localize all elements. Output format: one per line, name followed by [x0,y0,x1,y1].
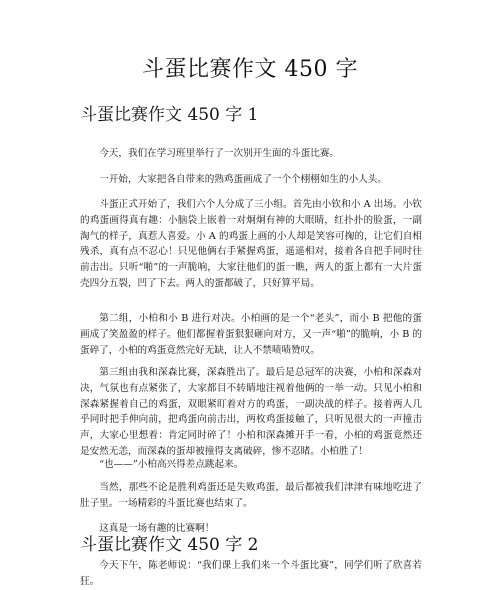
section-heading-2: 斗蛋比赛作文 450 字 2 [80,535,259,555]
document-title: 斗蛋比赛作文 450 字 [142,57,358,82]
paragraph: 第三组由我和深森比赛，深森胜出了。最后是总冠军的决赛，小柏和深森对决，气氛也有点紧张了，大家都目不转睛地注视着他俩的一举一动。只见小柏和深森紧握着自己的鸡蛋，双眼紧盯着对方的鸡蛋，一副决战的样子。接着两人几乎同时把手伸向前，把鸡蛋向前击出，两枚鸡蛋接触了，只听见很大的一声撞击声，大家心里想着：肯定同时碎了！小柏和深森摊开手一看，小柏的鸡蛋竟然还是安然无恙，而深森的蛋却被撞得支离破碎，惨不忍睹。小柏胜了！ [80,367,422,457]
paragraph: 今天下午，陈老师说：“我们课上我们来一个斗蛋比赛”，同学们听了欣喜若狂。 [80,560,422,587]
paragraph: “也——”小柏高兴得差点跳起来。 [99,459,244,470]
section-heading-1: 斗蛋比赛作文 450 字 1 [80,105,259,125]
paragraph: 当然，那些不论是胜利鸡蛋还是失败鸡蛋，最后都被我们津津有味地吃进了肚子里。一场精彩的斗蛋比赛也结束了。 [80,482,422,509]
paragraph: 斗蛋正式开始了，我们六个人分成了三小组。首先由小钦和小 A 出场。小钦的鸡蛋画得真有趣：小脑袋上嵌着一对炯炯有神的大眼睛，红扑扑的脸蛋，一副淘气的样子，真惹人喜爱。小 A 的鸡蛋上画的小人却是笑容可掬的，让它们自相残杀，真有点不忍心！只见他俩右手紧握鸡蛋，遥遥相对，接着各自把手同时往前击出。只听“啪”的一声脆响，大家往他们的蛋一瞧，两人的蛋上都有一大片蛋壳四分五裂，凹了下去。两人的蛋都破了，只好算平局。 [80,199,422,289]
paragraph: 今天，我们在学习班里举行了一次别开生面的斗蛋比赛。 [99,148,340,159]
paragraph: 第二组，小柏和小 B 进行对决。小柏画的是一个“老头”，而小 B 把他的蛋画成了笑盈盈的样子。他们都握着蛋狠狠砸向对方，又一声“啪”的脆响，小 B 的蛋碎了，小柏的鸡蛋竟然完好无缺，让人不禁啧啧赞叹。 [80,313,422,356]
paragraph: 一开始，大家把各自带来的熟鸡蛋画成了一个个栩栩如生的小人头。 [99,174,387,185]
paragraph: 这真是一场有趣的比赛啊！ [99,523,215,534]
